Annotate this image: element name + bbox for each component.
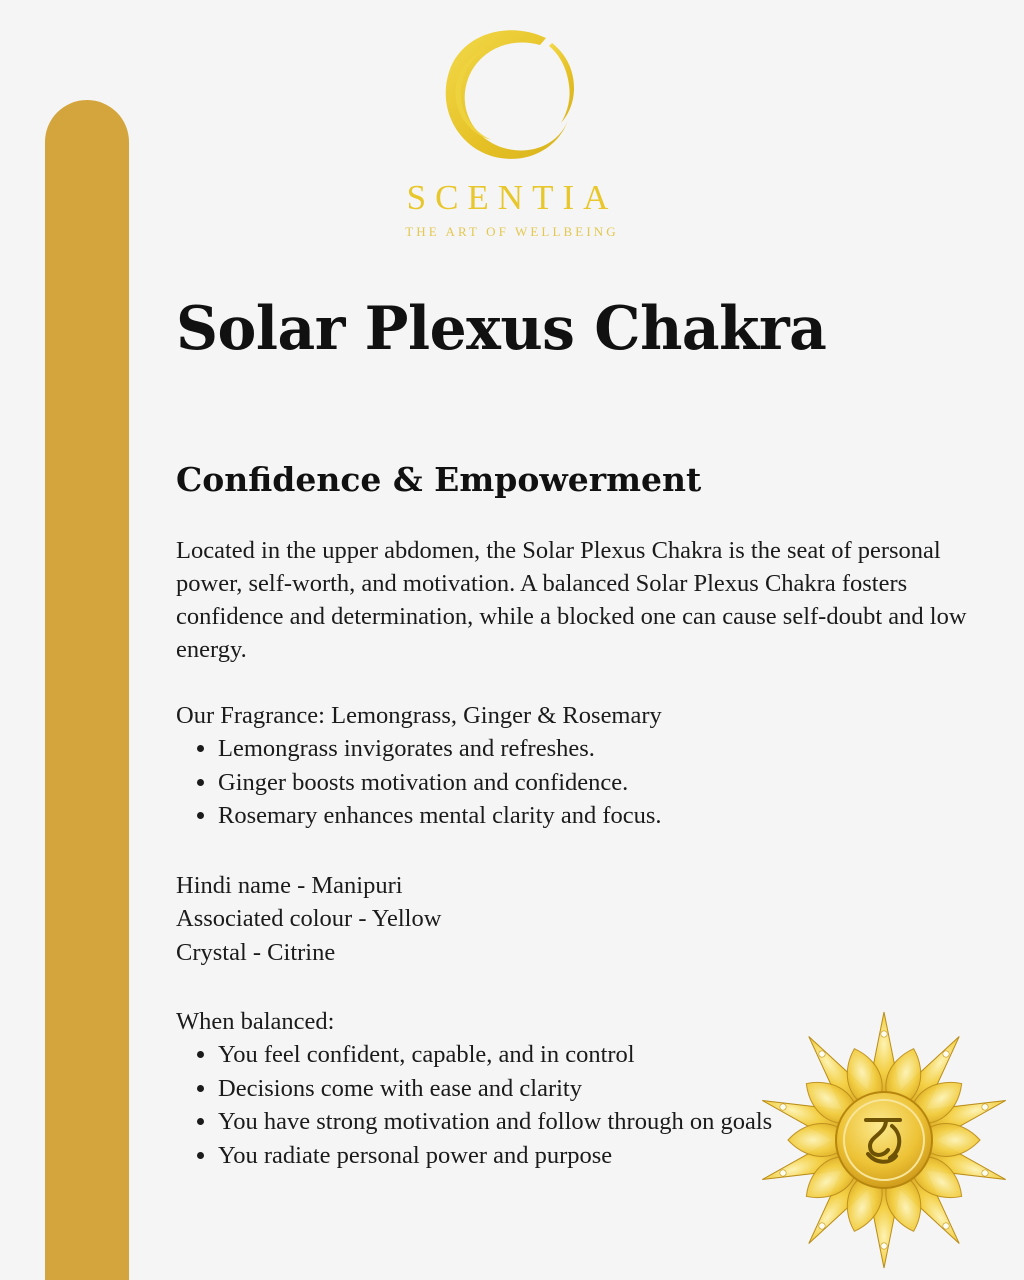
gold-brush-circle-icon: [425, 16, 600, 176]
brand-logo-block: [0, 16, 1024, 240]
page-title: Solar Plexus Chakra: [176, 294, 827, 364]
list-item: • You radiate personal power and purpose: [218, 1139, 996, 1173]
gold-accent-bar: [45, 100, 129, 1280]
balanced-heading: When balanced:: [176, 1008, 335, 1035]
fact-crystal: Crystal - Citrine: [176, 938, 336, 966]
fragrance-heading: Our Fragrance: Lemongrass, Ginger & Rosemary: [176, 702, 662, 729]
page-subtitle: Confidence & Empowerment: [176, 460, 702, 499]
list-item: • Ginger boosts motivation and confidence.: [218, 766, 996, 800]
chakra-facts: [176, 869, 996, 970]
brand-name: SCENTIA: [406, 178, 618, 217]
manipura-chakra-icon: [750, 1006, 1018, 1274]
fragrance-notes-list: [176, 732, 996, 833]
list-item: • Decisions come with ease and clarity: [218, 1072, 996, 1106]
list-item: • You have strong motivation and follow through on goals: [218, 1105, 996, 1139]
list-item: • Rosemary enhances mental clarity and focus.: [218, 799, 996, 833]
intro-paragraph: Located in the upper abdomen, the Solar Plexus Chakra is the seat of personal power, self-worth, and motivation. A balanced Solar Plexus Chakra fosters confidence and determination, while a blocked one can cause self-doubt and low energy.: [176, 537, 967, 663]
list-item: • You feel confident, capable, and in control: [218, 1038, 996, 1072]
brand-tagline: THE ART OF WELLBEING: [405, 224, 619, 239]
list-item: • Lemongrass invigorates and refreshes.: [218, 732, 996, 766]
fact-colour: Associated colour - Yellow: [176, 905, 442, 932]
fact-hindi-name: Hindi name - Manipuri: [176, 871, 403, 899]
